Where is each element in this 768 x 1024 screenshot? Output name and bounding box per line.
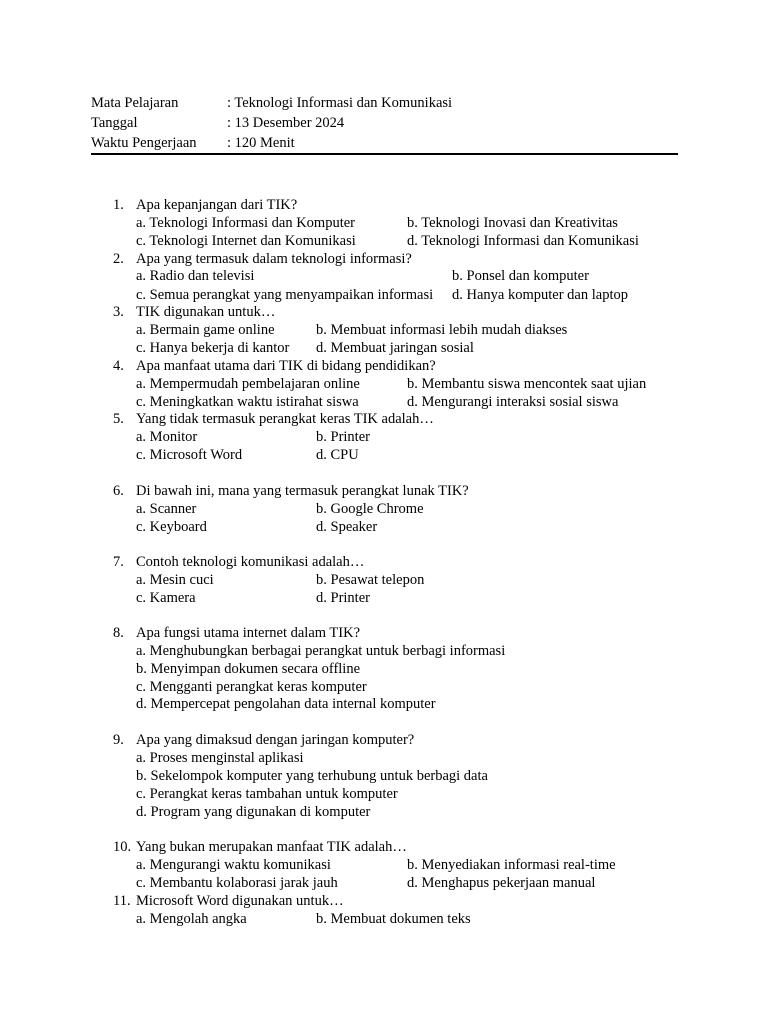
option-a: a. Teknologi Informasi dan Komputer bbox=[136, 215, 355, 231]
option-d: d. CPU bbox=[316, 447, 359, 463]
question-text: Yang bukan merupakan manfaat TIK adalah… bbox=[136, 839, 407, 855]
question-number: 1. bbox=[113, 197, 124, 213]
option-b: b. Printer bbox=[316, 429, 370, 445]
option-a: a. Proses menginstal aplikasi bbox=[136, 750, 304, 766]
question-number: 2. bbox=[113, 251, 124, 267]
option-d: d. Teknologi Informasi dan Komunikasi bbox=[407, 233, 639, 249]
question-text: Apa yang dimaksud dengan jaringan komputer? bbox=[136, 732, 415, 748]
header-divider bbox=[91, 153, 678, 155]
option-b: b. Ponsel dan komputer bbox=[452, 268, 589, 284]
option-c: c. Hanya bekerja di kantor bbox=[136, 340, 290, 356]
option-a: a. Scanner bbox=[136, 501, 197, 517]
option-d: d. Mempercepat pengolahan data internal komputer bbox=[136, 696, 436, 712]
option-b: b. Menyimpan dokumen secara offline bbox=[136, 661, 361, 677]
question-text: Apa fungsi utama internet dalam TIK? bbox=[136, 625, 361, 641]
question-number: 10. bbox=[113, 839, 132, 855]
option-a: a. Mesin cuci bbox=[136, 572, 214, 588]
header-label: Tanggal bbox=[91, 115, 138, 131]
option-c: c. Semua perangkat yang menyampaikan informasi bbox=[136, 287, 434, 303]
option-a: a. Mengolah angka bbox=[136, 911, 247, 927]
option-b: b. Pesawat telepon bbox=[316, 572, 425, 588]
question-text: Apa yang termasuk dalam teknologi informasi? bbox=[136, 251, 412, 267]
question-number: 7. bbox=[113, 554, 124, 570]
option-a: a. Mempermudah pembelajaran online bbox=[136, 376, 360, 392]
option-a: a. Mengurangi waktu komunikasi bbox=[136, 857, 331, 873]
header-value: : Teknologi Informasi dan Komunikasi bbox=[227, 95, 453, 111]
option-c: c. Teknologi Internet dan Komunikasi bbox=[136, 233, 356, 249]
option-c: c. Mengganti perangkat keras komputer bbox=[136, 679, 367, 695]
question-number: 8. bbox=[113, 625, 124, 641]
option-a: a. Bermain game online bbox=[136, 322, 275, 338]
question-number: 5. bbox=[113, 411, 124, 427]
question-text: TIK digunakan untuk… bbox=[136, 304, 276, 320]
option-d: d. Menghapus pekerjaan manual bbox=[407, 875, 596, 891]
option-d: d. Mengurangi interaksi sosial siswa bbox=[407, 394, 619, 410]
option-b: b. Sekelompok komputer yang terhubung untuk berbagi data bbox=[136, 768, 488, 784]
question-text: Apa kepanjangan dari TIK? bbox=[136, 197, 298, 213]
question-text: Microsoft Word digunakan untuk… bbox=[136, 893, 344, 909]
header-value: : 120 Menit bbox=[227, 135, 295, 151]
question-text: Apa manfaat utama dari TIK di bidang pendidikan? bbox=[136, 358, 436, 374]
option-d: d. Program yang digunakan di komputer bbox=[136, 804, 371, 820]
question-number: 3. bbox=[113, 304, 124, 320]
header-label: Waktu Pengerjaan bbox=[91, 135, 197, 151]
option-c: c. Keyboard bbox=[136, 519, 207, 535]
option-b: b. Google Chrome bbox=[316, 501, 424, 517]
question-number: 4. bbox=[113, 358, 124, 374]
option-a: a. Radio dan televisi bbox=[136, 268, 255, 284]
question-text: Di bawah ini, mana yang termasuk perangkat lunak TIK? bbox=[136, 483, 469, 499]
question-text: Contoh teknologi komunikasi adalah… bbox=[136, 554, 365, 570]
option-a: a. Monitor bbox=[136, 429, 198, 445]
option-b: b. Membuat dokumen teks bbox=[316, 911, 471, 927]
option-a: a. Menghubungkan berbagai perangkat untuk berbagi informasi bbox=[136, 643, 506, 659]
option-c: c. Microsoft Word bbox=[136, 447, 243, 463]
option-c: c. Meningkatkan waktu istirahat siswa bbox=[136, 394, 359, 410]
header-value: : 13 Desember 2024 bbox=[227, 115, 345, 131]
option-d: d. Hanya komputer dan laptop bbox=[452, 287, 628, 303]
option-d: d. Printer bbox=[316, 590, 370, 606]
option-c: c. Perangkat keras tambahan untuk komputer bbox=[136, 786, 398, 802]
option-b: b. Membuat informasi lebih mudah diakses bbox=[316, 322, 568, 338]
option-b: b. Membantu siswa mencontek saat ujian bbox=[407, 376, 647, 392]
question-number: 6. bbox=[113, 483, 124, 499]
header-label: Mata Pelajaran bbox=[91, 95, 179, 111]
question-number: 11. bbox=[113, 893, 131, 909]
option-d: d. Speaker bbox=[316, 519, 378, 535]
option-d: d. Membuat jaringan sosial bbox=[316, 340, 474, 356]
question-text: Yang tidak termasuk perangkat keras TIK adalah… bbox=[136, 411, 434, 427]
option-b: b. Teknologi Inovasi dan Kreativitas bbox=[407, 215, 618, 231]
question-number: 9. bbox=[113, 732, 124, 748]
option-b: b. Menyediakan informasi real-time bbox=[407, 857, 616, 873]
option-c: c. Kamera bbox=[136, 590, 196, 606]
option-c: c. Membantu kolaborasi jarak jauh bbox=[136, 875, 338, 891]
